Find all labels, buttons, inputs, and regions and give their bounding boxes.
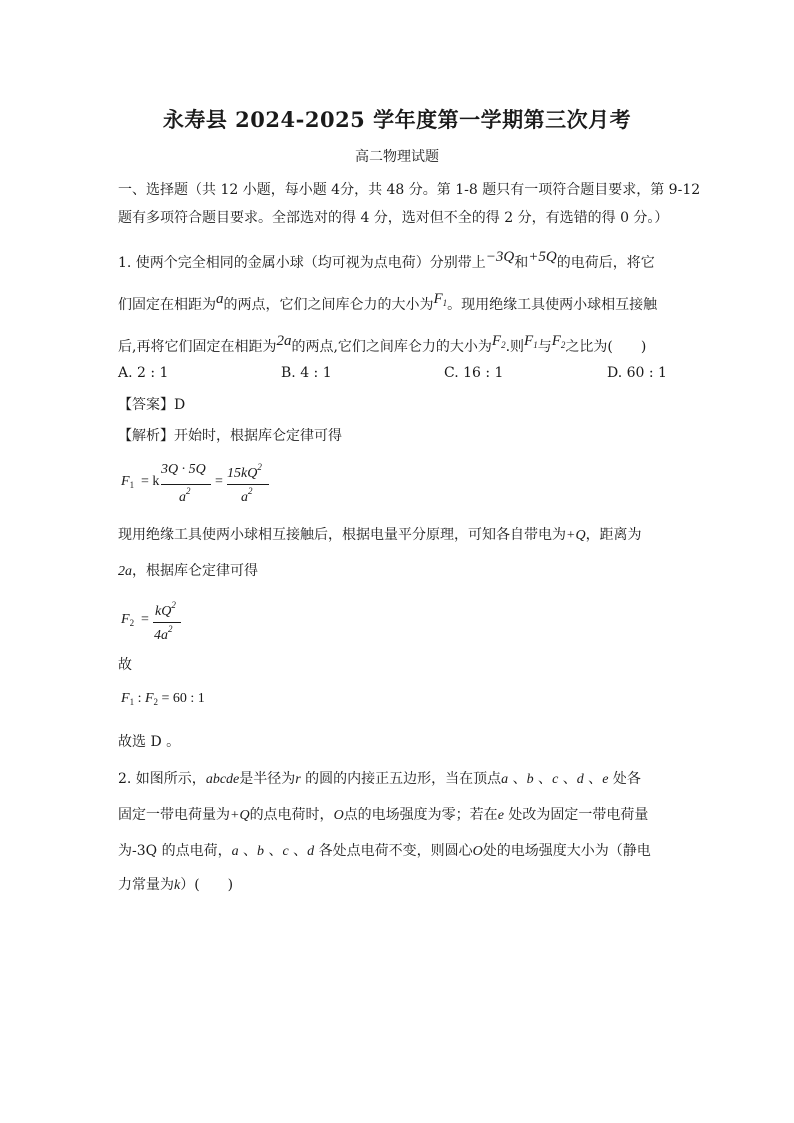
- q2-stem-line-4: 力常量为k）( ): [118, 877, 234, 893]
- section-intro-line-1: 一、选择题（共 12 小题，每小题 4分，共 48 分。第 1-8 题只有一项符合题目要求，第 9-12: [118, 182, 701, 198]
- q1-option-c[interactable]: C. 16 : 1: [444, 365, 504, 381]
- q1-option-a[interactable]: A. 2 : 1: [118, 365, 169, 381]
- q1-conclusion: 故选 D 。: [118, 734, 181, 750]
- page-title: 永寿县 2024-2025 学年度第一学期第三次月考: [162, 107, 632, 132]
- q1-analysis-line-3: 2a，根据库仑定律可得: [118, 563, 258, 579]
- q1-answer: 【答案】D: [118, 397, 186, 413]
- q2-stem-line-1: 2. 如图所示，abcde是半径为r 的圆的内接正五边形，当在顶点a 、b 、c 、d 、e 处各: [118, 771, 641, 787]
- equation-f2: $F_2$ = $kQ^2$ $4a^2$: [121, 598, 201, 644]
- charge-plus-5q: +5Q: [528, 249, 557, 265]
- q1-therefore: 故: [118, 657, 132, 673]
- section-intro-line-2: 题有多项符合题目要求。全部选对的得 4 分，选对但不全的得 2 分，有选错的得 0 分。）: [118, 210, 669, 226]
- q1-analysis: 【解析】开始时，根据库仑定律可得: [118, 428, 342, 444]
- page-subtitle: 高二物理试题: [355, 149, 439, 165]
- q1-stem-line-1: 1. 使两个完全相同的金属小球（均可视为点电荷）分别带上−3Q和+5Q的电荷后，将它: [118, 249, 655, 271]
- q1-stem-line-3: 后,再将它们固定在相距为2a的两点,它们之间库仑力的大小为$F_2$.则$F_1$与$F_2$之比为( ): [118, 333, 647, 355]
- q1-stem-line-2: 们固定在相距为a的两点，它们之间库仑力的大小为$F_1$。现用绝缘工具使两小球相互接触: [118, 291, 658, 313]
- q1-option-b[interactable]: B. 4 : 1: [281, 365, 332, 381]
- q2-stem-line-3: 为-3Q 的点电荷，a 、b 、c 、d 各处点电荷不变，则圆心O处的电场强度大小为（静电: [118, 843, 651, 859]
- q1-ratio: $F_1$ : $F_2 = 60$ : 1: [121, 691, 205, 707]
- q2-stem-line-2: 固定一带电荷量为+Q的点电荷时，O点的电场强度为零；若在e 处改为固定一带电荷量: [118, 807, 649, 823]
- charge-minus-3q: −3Q: [485, 249, 515, 265]
- equation-f1: $F_1$ = k 3Q · 5Q $a^2$ = $15kQ^2$ $a^2$: [121, 460, 281, 506]
- q1-option-d[interactable]: D. 60 : 1: [607, 365, 667, 381]
- force-f1: $F_1$: [433, 291, 448, 308]
- q1-analysis-line-2: 现用绝缘工具使两小球相互接触后，根据电量平分原理，可知各自带电为+Q，距离为: [118, 527, 642, 543]
- force-f2: $F_2$: [491, 333, 506, 350]
